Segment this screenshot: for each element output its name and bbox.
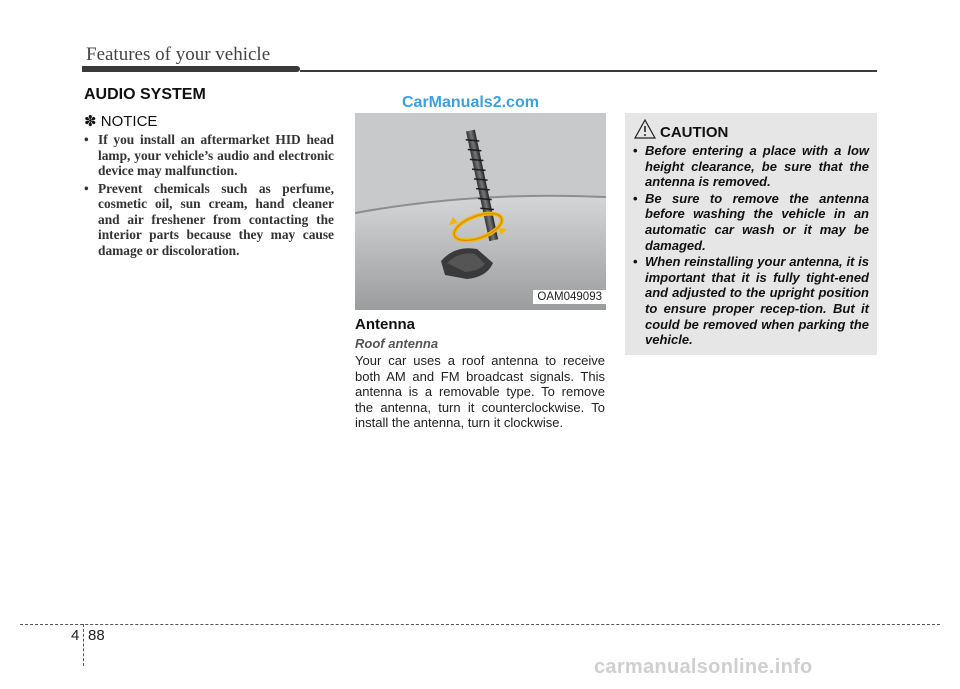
notice-list: [84, 132, 334, 260]
caution-item: • Before entering a place with a low height clearance, be sure that the antenna is removed.: [633, 143, 869, 190]
header-rule-thin: [300, 70, 877, 72]
running-header: Features of your vehicle: [86, 44, 271, 65]
caution-list: [633, 143, 869, 349]
antenna-figure: [355, 113, 606, 310]
header-rule-thick: [82, 66, 300, 72]
caution-item: • When reinstalling your antenna, it is important that it is fully tight-ened and adjusted to the upright position to ensure proper recep-tion. But it could be removed when parking the vehicle.: [633, 254, 869, 348]
chapter-number: 4: [71, 627, 80, 644]
footer-divider: [83, 624, 84, 666]
antenna-body-text: Your car uses a roof antenna to receive both AM and FM broadcast signals. This antenna is a removable type. To remove the antenna, turn it counterclockwise. To install the antenna, turn it clockwise.: [355, 353, 605, 431]
watermark-link[interactable]: CarManuals2.com: [402, 94, 539, 111]
notice-heading: ✽ NOTICE: [84, 113, 158, 130]
notice-item: • Prevent chemicals such as perfume, cosmetic oil, sun cream, hand cleaner and air freshener from contacting the interior parts because they may cause damage or discoloration.: [84, 181, 334, 259]
footer-rule: [20, 624, 940, 625]
watermark-footer-link[interactable]: carmanualsonline.info: [594, 656, 813, 678]
roof-antenna-illustration: [355, 113, 606, 310]
section-title: AUDIO SYSTEM: [84, 86, 206, 103]
notice-item: • If you install an aftermarket HID head lamp, your vehicle’s audio and electronic device may malfunction.: [84, 132, 334, 179]
caution-title: CAUTION: [660, 124, 729, 141]
page-number: 88: [88, 627, 105, 644]
antenna-heading: Antenna: [355, 316, 415, 333]
caution-item: • Be sure to remove the antenna before washing the vehicle in an automatic car wash or it may be damaged.: [633, 191, 869, 253]
figure-code: OAM049093: [533, 290, 606, 304]
warning-triangle-icon: [634, 119, 656, 139]
antenna-subheading: Roof antenna: [355, 336, 439, 351]
